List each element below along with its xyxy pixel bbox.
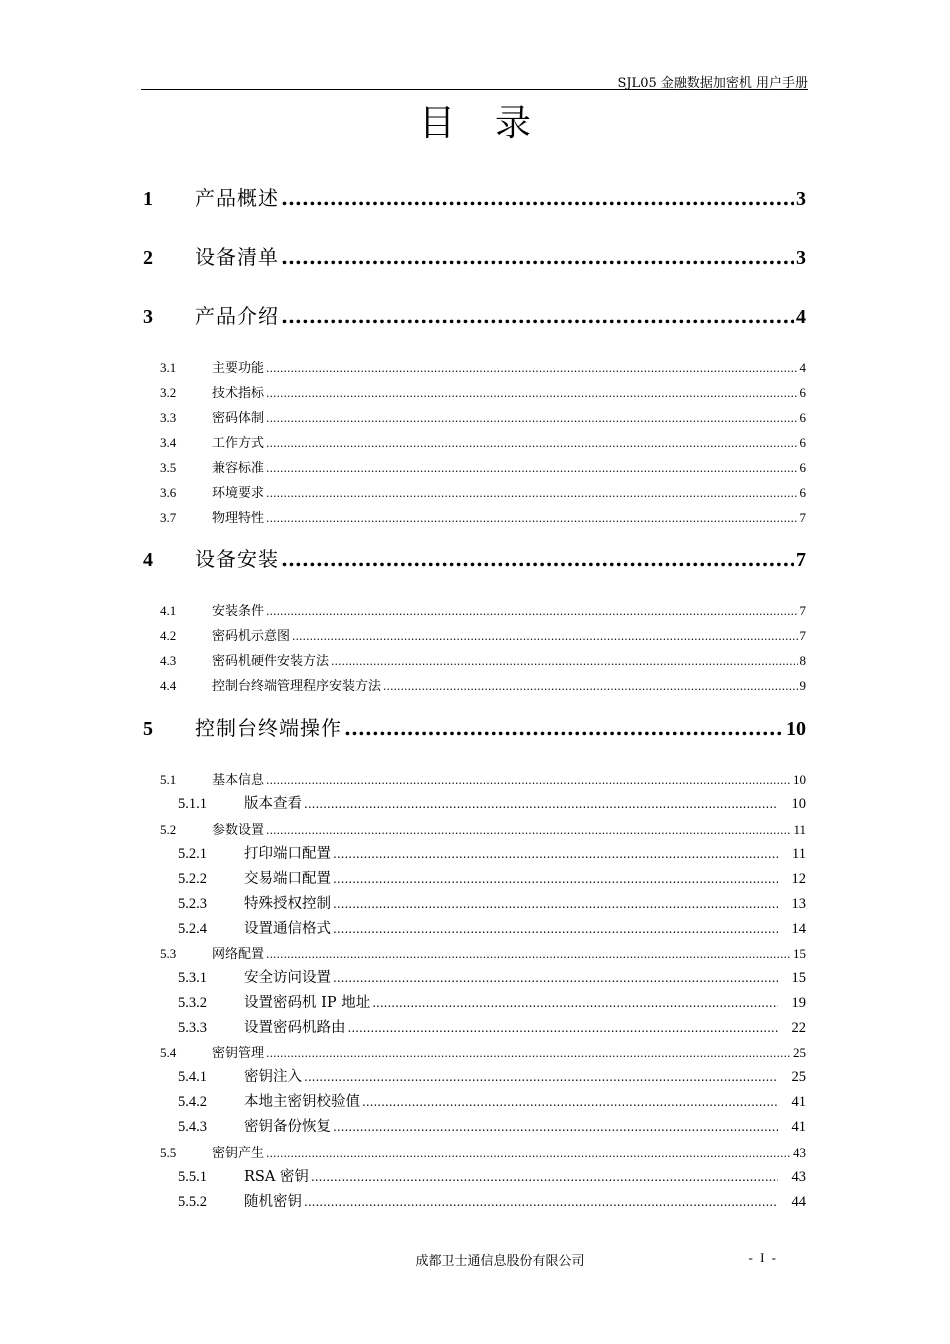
toc-entry[interactable] bbox=[178, 792, 806, 814]
toc-entry-title: 安全访问设置 bbox=[244, 970, 331, 986]
toc-entry[interactable] bbox=[160, 1042, 806, 1062]
toc-entry-page: 8 bbox=[799, 653, 806, 668]
toc-entry-number: 5.2.4 bbox=[178, 921, 207, 937]
page-title: 目录 bbox=[418, 103, 571, 144]
toc-entry[interactable] bbox=[178, 842, 806, 864]
toc-entry-title: 物理特性 bbox=[212, 511, 265, 526]
toc-entry-number: 3.6 bbox=[160, 485, 177, 500]
toc-entry[interactable] bbox=[160, 457, 806, 477]
toc-entry-title: 密钥备份恢复 bbox=[244, 1119, 331, 1135]
toc-entry-title: 技术指标 bbox=[212, 386, 265, 401]
toc-leader-dots bbox=[266, 1047, 791, 1060]
toc-entry[interactable] bbox=[178, 1090, 806, 1112]
toc-entry[interactable] bbox=[160, 650, 806, 670]
toc-entry-title: 密码体制 bbox=[212, 411, 265, 426]
toc-entry-title: 密码机硬件安装方法 bbox=[212, 654, 330, 669]
toc-entry-page: 22 bbox=[791, 1020, 806, 1036]
running-header: SJL05 金融数据加密机 用户手册 bbox=[617, 76, 808, 91]
toc-entry-page: 10 bbox=[791, 796, 806, 812]
toc-entry[interactable] bbox=[160, 407, 806, 427]
toc-entry-number: 3 bbox=[143, 306, 153, 328]
toc-leader-dots bbox=[333, 872, 778, 886]
toc-entry-title: 安装条件 bbox=[212, 604, 265, 619]
toc-entry-page: 6 bbox=[799, 460, 806, 475]
toc-entry-number: 5.4.1 bbox=[178, 1069, 207, 1085]
toc-entry-number: 3.1 bbox=[160, 360, 177, 375]
toc-entry-page: 11 bbox=[793, 822, 806, 837]
toc-leader-dots bbox=[281, 245, 794, 269]
toc-entry[interactable] bbox=[178, 1016, 806, 1038]
toc-entry-page: 11 bbox=[792, 846, 806, 862]
toc-entry[interactable] bbox=[178, 867, 806, 889]
toc-entry[interactable] bbox=[143, 712, 806, 740]
toc-entry[interactable] bbox=[160, 482, 806, 502]
toc-entry-title: 兼容标准 bbox=[212, 461, 265, 476]
toc-entry-title: RSA 密钥 bbox=[244, 1169, 309, 1185]
toc-entry-number: 4.1 bbox=[160, 603, 177, 618]
toc-leader-dots bbox=[266, 824, 791, 837]
toc-entry-number: 5.2.2 bbox=[178, 871, 207, 887]
toc-leader-dots bbox=[266, 412, 797, 425]
toc-entry-number: 1 bbox=[143, 188, 153, 210]
toc-entry-number: 4 bbox=[143, 549, 153, 571]
toc-entry-number: 5 bbox=[143, 718, 153, 740]
toc-entry-page: 43 bbox=[791, 1169, 806, 1185]
toc-entry[interactable] bbox=[160, 943, 806, 963]
toc-entry-number: 4.4 bbox=[160, 678, 177, 693]
toc-entry[interactable] bbox=[160, 600, 806, 620]
toc-entry-number: 3.5 bbox=[160, 460, 177, 475]
toc-leader-dots bbox=[266, 512, 797, 525]
toc-leader-dots bbox=[372, 996, 778, 1010]
toc-entry-title: 环境要求 bbox=[212, 486, 265, 501]
toc-leader-dots bbox=[266, 605, 797, 618]
toc-entry-number: 4.3 bbox=[160, 653, 177, 668]
toc-entry-title: 工作方式 bbox=[212, 436, 265, 451]
toc-leader-dots bbox=[304, 797, 778, 811]
toc-leader-dots bbox=[383, 680, 797, 693]
toc-entry-number: 5.4.2 bbox=[178, 1094, 207, 1110]
toc-entry-page: 25 bbox=[793, 1045, 806, 1060]
toc-entry-title: 随机密钥 bbox=[244, 1194, 302, 1210]
toc-entry-title: 设备安装 bbox=[195, 547, 279, 571]
toc-entry-number: 5.3.1 bbox=[178, 970, 207, 986]
toc-entry-page: 9 bbox=[799, 678, 806, 693]
toc-entry-number: 5.2.3 bbox=[178, 896, 207, 912]
toc-leader-dots bbox=[333, 847, 778, 861]
toc-entry-number: 5.1.1 bbox=[178, 796, 207, 812]
toc-entry-page: 7 bbox=[799, 603, 806, 618]
toc-entry-title: 设置密码机路由 bbox=[244, 1020, 346, 1036]
toc-entry-number: 5.4 bbox=[160, 1045, 177, 1060]
toc-entry-page: 6 bbox=[799, 385, 806, 400]
toc-entry-title: 控制台终端管理程序安装方法 bbox=[212, 679, 382, 694]
toc-entry[interactable] bbox=[178, 1165, 806, 1187]
toc-entry-title: 密钥注入 bbox=[244, 1069, 302, 1085]
toc-entry-page: 14 bbox=[791, 921, 806, 937]
toc-entry[interactable] bbox=[160, 769, 806, 789]
toc-leader-dots bbox=[266, 487, 797, 500]
toc-entry-title: 版本查看 bbox=[244, 796, 302, 812]
toc-entry-number: 3.2 bbox=[160, 385, 177, 400]
toc-entry-title: 设置密码机 IP 地址 bbox=[244, 995, 371, 1011]
toc-leader-dots bbox=[333, 897, 778, 911]
toc-entry[interactable] bbox=[160, 625, 806, 645]
toc-leader-dots bbox=[333, 1120, 778, 1134]
toc-entry[interactable] bbox=[143, 182, 806, 210]
toc-entry-page: 3 bbox=[796, 247, 806, 269]
toc-entry-title: 密钥产生 bbox=[212, 1146, 265, 1161]
toc-entry-page: 15 bbox=[791, 970, 806, 986]
toc-leader-dots bbox=[304, 1195, 778, 1209]
toc-entry[interactable] bbox=[160, 382, 806, 402]
toc-entry-number: 3.7 bbox=[160, 510, 177, 525]
toc-entry[interactable] bbox=[178, 1115, 806, 1137]
toc-entry-number: 5.2 bbox=[160, 822, 177, 837]
toc-entry-page: 41 bbox=[791, 1119, 806, 1135]
toc-entry-page: 15 bbox=[793, 946, 806, 961]
toc-entry[interactable] bbox=[160, 507, 806, 527]
toc-leader-dots bbox=[266, 362, 797, 375]
toc-entry-title: 交易端口配置 bbox=[244, 871, 331, 887]
toc-entry-page: 41 bbox=[791, 1094, 806, 1110]
toc-entry-number: 5.5.2 bbox=[178, 1194, 207, 1210]
toc-leader-dots bbox=[292, 630, 797, 643]
toc-entry-page: 4 bbox=[799, 360, 806, 375]
toc-leader-dots bbox=[344, 716, 784, 740]
toc-entry[interactable] bbox=[178, 991, 806, 1013]
toc-entry-page: 6 bbox=[799, 435, 806, 450]
toc-leader-dots bbox=[266, 948, 791, 961]
toc-entry[interactable] bbox=[178, 966, 806, 988]
toc-entry-page: 12 bbox=[791, 871, 806, 887]
toc-entry-page: 25 bbox=[791, 1069, 806, 1085]
toc-entry-page: 6 bbox=[799, 485, 806, 500]
toc-entry[interactable] bbox=[178, 1190, 806, 1212]
toc-leader-dots bbox=[362, 1095, 778, 1109]
toc-entry[interactable] bbox=[178, 892, 806, 914]
toc-entry[interactable] bbox=[143, 543, 806, 571]
toc-leader-dots bbox=[333, 922, 778, 936]
toc-entry-page: 7 bbox=[799, 628, 806, 643]
toc-entry[interactable] bbox=[160, 675, 806, 695]
footer-page-number: - I - bbox=[748, 1250, 778, 1265]
toc-entry-number: 5.3.3 bbox=[178, 1020, 207, 1036]
toc-leader-dots bbox=[304, 1070, 778, 1084]
toc-entry-page: 44 bbox=[791, 1194, 806, 1210]
toc-leader-dots bbox=[331, 655, 797, 668]
toc-entry[interactable] bbox=[178, 917, 806, 939]
toc-leader-dots bbox=[311, 1170, 778, 1184]
toc-entry[interactable] bbox=[143, 241, 806, 269]
toc-entry-page: 6 bbox=[799, 410, 806, 425]
toc-entry-title: 特殊授权控制 bbox=[244, 896, 331, 912]
toc-entry-number: 5.1 bbox=[160, 772, 177, 787]
toc-entry[interactable] bbox=[160, 819, 806, 839]
toc-leader-dots bbox=[333, 971, 778, 985]
toc-entry[interactable] bbox=[143, 300, 806, 328]
toc-entry-title: 本地主密钥校验值 bbox=[244, 1094, 360, 1110]
toc-entry-title: 设置通信格式 bbox=[244, 921, 331, 937]
toc-entry-title: 控制台终端操作 bbox=[195, 716, 342, 740]
toc-leader-dots bbox=[348, 1021, 779, 1035]
footer-company: 成都卫士通信息股份有限公司 bbox=[415, 1254, 585, 1269]
toc-entry-number: 3.4 bbox=[160, 435, 177, 450]
toc-entry[interactable] bbox=[160, 1142, 806, 1162]
toc-entry-number: 5.3.2 bbox=[178, 995, 207, 1011]
toc-entry[interactable] bbox=[178, 1065, 806, 1087]
toc-entry-number: 4.2 bbox=[160, 628, 177, 643]
toc-entry-title: 主要功能 bbox=[212, 361, 265, 376]
toc-entry-title: 产品介绍 bbox=[195, 304, 279, 328]
toc-leader-dots bbox=[266, 774, 791, 787]
toc-entry-page: 10 bbox=[793, 772, 806, 787]
toc-entry-page: 43 bbox=[793, 1145, 806, 1160]
toc-leader-dots bbox=[281, 547, 794, 571]
toc-leader-dots bbox=[281, 186, 794, 210]
toc-entry-title: 打印端口配置 bbox=[244, 846, 331, 862]
toc-entry-number: 3.3 bbox=[160, 410, 177, 425]
toc-leader-dots bbox=[266, 437, 797, 450]
toc-entry-title: 密码机示意图 bbox=[212, 629, 291, 644]
toc-entry[interactable] bbox=[160, 432, 806, 452]
toc-entry[interactable] bbox=[160, 357, 806, 377]
toc-entry-page: 7 bbox=[796, 549, 806, 571]
toc-entry-page: 13 bbox=[791, 896, 806, 912]
toc-leader-dots bbox=[266, 1147, 791, 1160]
toc-leader-dots bbox=[281, 304, 794, 328]
toc-entry-title: 基本信息 bbox=[212, 773, 265, 788]
toc-leader-dots bbox=[266, 462, 797, 475]
toc-entry-page: 4 bbox=[796, 306, 806, 328]
toc-entry-title: 参数设置 bbox=[212, 823, 265, 838]
toc-entry-number: 5.3 bbox=[160, 946, 177, 961]
toc-leader-dots bbox=[266, 387, 797, 400]
toc-entry-number: 5.2.1 bbox=[178, 846, 207, 862]
toc-entry-number: 5.5 bbox=[160, 1145, 177, 1160]
toc-entry-title: 密钥管理 bbox=[212, 1046, 265, 1061]
toc-entry-page: 3 bbox=[796, 188, 806, 210]
toc-entry-title: 网络配置 bbox=[212, 947, 265, 962]
toc-entry-number: 5.4.3 bbox=[178, 1119, 207, 1135]
toc-entry-page: 10 bbox=[786, 718, 806, 740]
toc-entry-page: 19 bbox=[791, 995, 806, 1011]
toc-entry-page: 7 bbox=[799, 510, 806, 525]
toc-entry-number: 5.5.1 bbox=[178, 1169, 207, 1185]
toc-entry-title: 产品概述 bbox=[195, 186, 279, 210]
toc-entry-title: 设备清单 bbox=[195, 245, 279, 269]
toc-entry-number: 2 bbox=[143, 247, 153, 269]
